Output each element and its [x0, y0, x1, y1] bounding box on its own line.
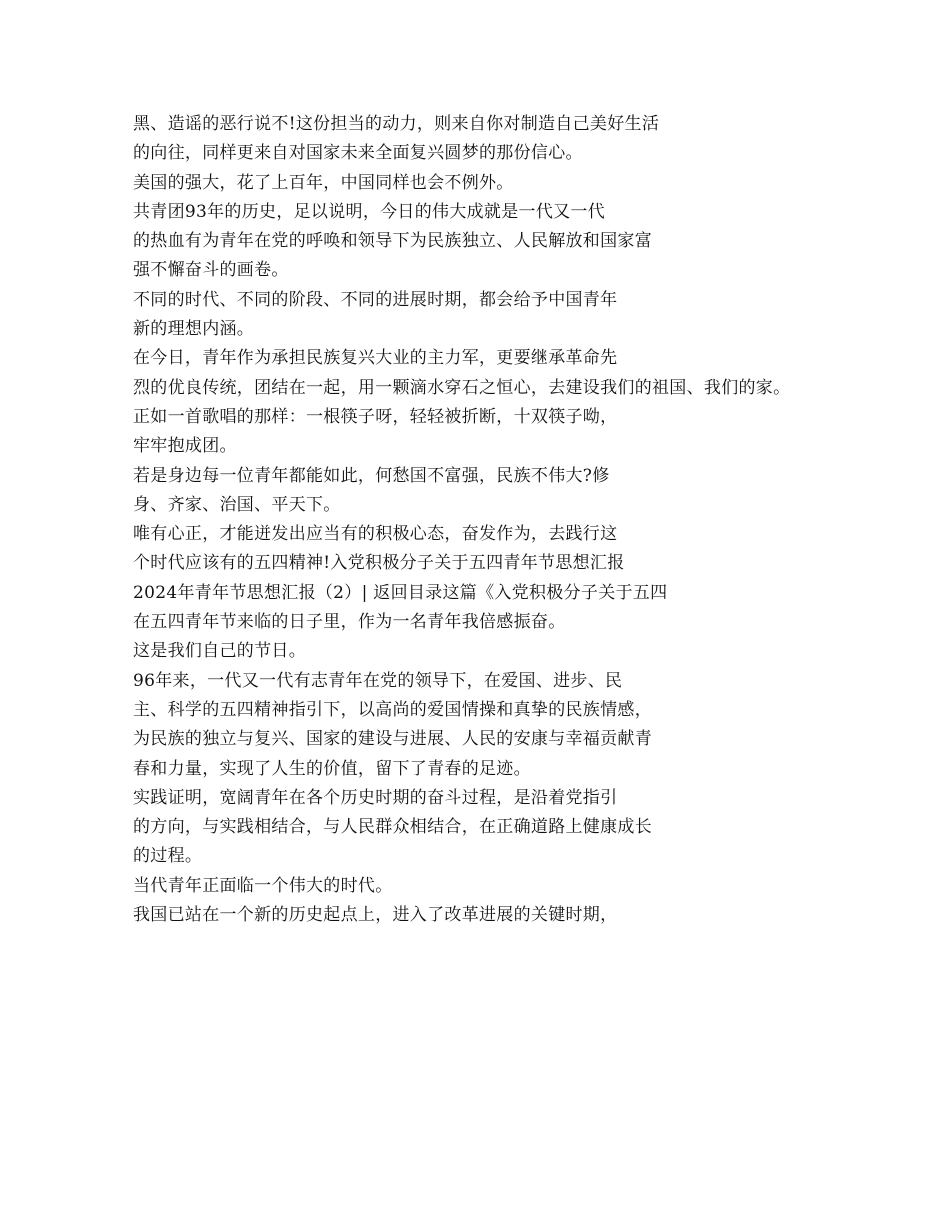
- document-body: [133, 110, 933, 930]
- text-line: 烈的优良传统，团结在一起，用一颗滴水穿石之恒心，去建设我们的祖国、我们的家。: [133, 377, 791, 398]
- text-line: 2024年青年节思想汇报（2）| 返回目录这篇《入党积极分子关于五四: [133, 582, 668, 603]
- text-line: 若是身边每一位青年都能如此，何愁国不富强，民族不伟大?修: [133, 465, 610, 486]
- text-line: 共青团93年的历史，足以说明，今日的伟大成就是一代又一代: [133, 201, 606, 222]
- text-line: 的向往，同样更来自对国家未来全面复兴圆梦的那份信心。: [133, 143, 583, 164]
- text-line: 当代青年正面临一个伟大的时代。: [133, 875, 393, 896]
- text-line: 不同的时代、不同的阶段、不同的进展时期，都会给予中国青年: [133, 289, 618, 310]
- text-line: 实践证明，宽阔青年在各个历史时期的奋斗过程，是沿着党指引: [133, 787, 618, 808]
- text-line: 新的理想内涵。: [133, 319, 255, 340]
- text-line: 春和力量，实现了人生的价值，留下了青春的足迹。: [133, 758, 531, 779]
- text-line: 唯有心正，才能迸发出应当有的积极心态，奋发作为，去践行这: [133, 524, 618, 545]
- text-line: 正如一首歌唱的那样：一根筷子呀，轻轻被折断，十双筷子呦，: [133, 406, 618, 427]
- text-line: 在今日，青年作为承担民族复兴大业的主力军，更要继承革命先: [133, 348, 618, 369]
- text-line: 的方向，与实践相结合，与人民群众相结合，在正确道路上健康成长: [133, 817, 652, 838]
- text-line: 主、科学的五四精神指引下，以高尚的爱国情操和真挚的民族情感，: [133, 699, 652, 720]
- text-line: 美国的强大，花了上百年，中国同样也会不例外。: [133, 172, 514, 193]
- text-line: 这是我们自己的节日。: [133, 641, 306, 662]
- text-line: 为民族的独立与复兴、国家的建设与进展、人民的安康与幸福贡献青: [133, 729, 652, 750]
- text-line: 个时代应该有的五四精神!入党积极分子关于五四青年节思想汇报: [133, 553, 625, 574]
- text-line: 身、齐家、治国、平天下。: [133, 494, 341, 515]
- text-line: 我国已站在一个新的历史起点上，进入了改革进展的关键时期，: [133, 905, 618, 926]
- text-line: 96年来，一代又一代有志青年在党的领导下，在爱国、进步、民: [133, 670, 623, 691]
- text-line: 强不懈奋斗的画卷。: [133, 260, 289, 281]
- text-line: 的过程。: [133, 846, 203, 867]
- text-line: 的热血有为青年在党的呼唤和领导下为民族独立、人民解放和国家富: [133, 231, 652, 252]
- text-line: 在五四青年节来临的日子里，作为一名青年我倍感振奋。: [133, 612, 566, 633]
- text-line: 牢牢抱成团。: [133, 436, 237, 457]
- text-line: 黑、造谣的恶行说不!这份担当的动力，则来自你对制造自己美好生活: [133, 114, 660, 134]
